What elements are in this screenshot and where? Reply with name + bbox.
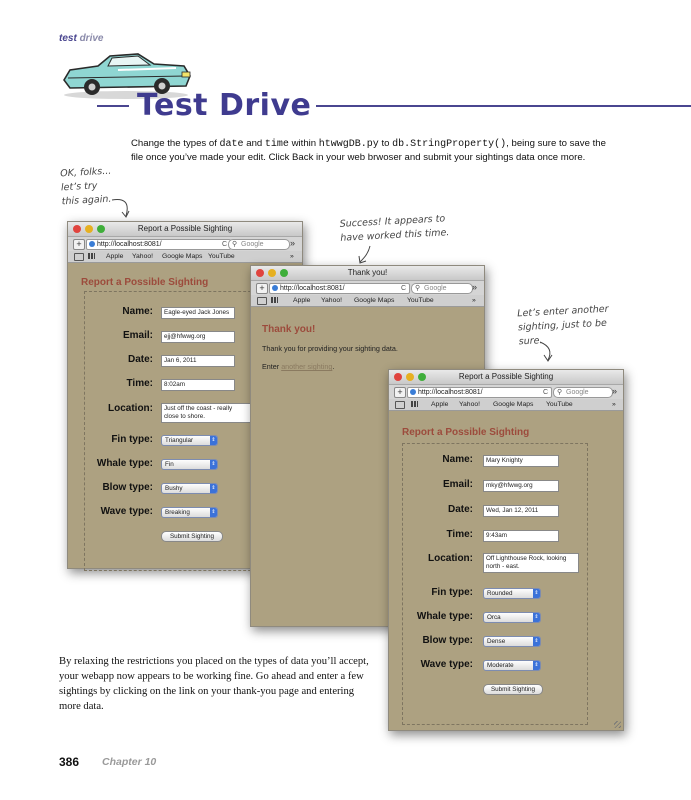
location-textarea[interactable]: Off Lighthouse Rock, looking north - east.	[483, 553, 579, 573]
bookmark-youtube[interactable]: YouTube	[546, 401, 573, 408]
bookmark-youtube[interactable]: YouTube	[407, 297, 434, 304]
bookmarks-bar	[68, 251, 302, 263]
resize-handle[interactable]	[614, 721, 621, 728]
blow-type-value: Bushy	[165, 485, 183, 492]
address-bar[interactable]	[407, 387, 552, 398]
label-time: Time:	[126, 378, 153, 389]
reload-icon[interactable]: C	[221, 241, 227, 248]
wave-type-select[interactable]	[161, 507, 218, 518]
select-arrows-icon: ⇕	[211, 461, 216, 467]
bookmark-apple[interactable]: Apple	[106, 253, 124, 260]
whale-type-select[interactable]	[161, 459, 218, 470]
browser-window-report-2[interactable]	[388, 369, 624, 731]
address-text: http://localhost:8081/	[97, 241, 162, 248]
page-title: Test Drive	[137, 88, 312, 123]
note-right-arrow	[538, 340, 558, 364]
search-input[interactable]	[553, 387, 613, 398]
page-number: 386	[59, 755, 80, 769]
email-input[interactable]: mky@hfwwg.org	[483, 480, 559, 492]
code-prop: db.StringProperty()	[392, 139, 507, 150]
email-input[interactable]: ejj@hfwwg.org	[161, 331, 235, 343]
grid-icon[interactable]	[411, 401, 418, 407]
whale-type-value: Fin	[165, 461, 174, 468]
bookmark-youtube[interactable]: YouTube	[208, 253, 235, 260]
note-middle-line: Success! It appears to	[339, 213, 446, 230]
date-input[interactable]: Wed, Jan 12, 2011	[483, 505, 559, 517]
toolbar-overflow-icon[interactable]: »	[472, 282, 478, 292]
bookmark-apple[interactable]: Apple	[293, 297, 311, 304]
label-date: Date:	[447, 504, 473, 515]
add-bookmark-button[interactable]: +	[394, 387, 406, 398]
whale-type-value: Orca	[487, 614, 501, 621]
enter-text: Enter	[262, 362, 282, 371]
search-placeholder: Google	[241, 241, 264, 248]
label-time: Time:	[446, 529, 473, 540]
code-file: htwwgDB.py	[318, 139, 379, 150]
title-rule-right	[316, 105, 691, 107]
note-left	[60, 165, 113, 210]
thank-you-message: Thank you for providing your sighting data.	[262, 344, 398, 353]
label-wave-type: Wave type:	[100, 506, 153, 517]
globe-icon	[272, 285, 278, 291]
window-titlebar[interactable]	[389, 370, 623, 385]
intro-text-2: and	[243, 138, 265, 149]
submit-sighting-button[interactable]: Submit Sighting	[483, 684, 543, 695]
thank-you-heading: Thank you!	[262, 324, 316, 335]
label-name: Name:	[122, 306, 153, 317]
another-sighting-link[interactable]: another sighting	[281, 362, 333, 371]
time-input[interactable]: 8:02am	[161, 379, 235, 391]
blow-type-select[interactable]	[483, 636, 541, 647]
note-left-line: OK, folks...	[59, 165, 112, 180]
note-right-line: sighting, just to be	[517, 317, 608, 334]
label-fin-type: Fin type:	[111, 434, 153, 445]
note-left-line: let’s try	[60, 180, 98, 194]
select-arrows-icon: ⇕	[534, 638, 539, 644]
globe-icon	[410, 389, 416, 395]
date-input[interactable]: Jan 6, 2011	[161, 355, 235, 367]
select-arrows-icon: ⇕	[534, 662, 539, 668]
name-input[interactable]: Mary Knighty	[483, 455, 559, 467]
select-arrows-icon: ⇕	[211, 437, 216, 443]
wave-type-select[interactable]	[483, 660, 541, 671]
enter-another-line	[262, 362, 334, 371]
reload-icon[interactable]: C	[400, 285, 406, 292]
search-icon: ⚲	[415, 285, 421, 292]
search-placeholder: Google	[424, 285, 447, 292]
search-icon: ⚲	[232, 241, 238, 248]
note-right-line: Let’s enter another	[517, 303, 609, 320]
bookmark-google-maps[interactable]: Google Maps	[162, 253, 203, 260]
fin-type-value: Rounded	[487, 590, 513, 597]
select-arrows-icon: ⇕	[211, 509, 216, 515]
address-text: http://localhost:8081/	[280, 285, 345, 292]
section-tag-sub: drive	[79, 33, 104, 44]
note-right	[517, 303, 610, 350]
book-icon[interactable]	[395, 401, 405, 409]
bookmark-google-maps[interactable]: Google Maps	[493, 401, 534, 408]
title-rule-left	[97, 105, 129, 107]
globe-icon	[89, 241, 95, 247]
label-fin-type: Fin type:	[431, 587, 473, 598]
code-date: date	[219, 139, 244, 150]
toolbar-overflow-icon[interactable]: »	[612, 386, 618, 396]
reload-icon[interactable]: C	[542, 389, 548, 396]
window-title: Report a Possible Sighting	[137, 224, 233, 233]
select-arrows-icon: ⇕	[534, 590, 539, 596]
section-tag-main: test	[59, 33, 77, 44]
select-arrows-icon: ⇕	[534, 614, 539, 620]
search-placeholder: Google	[566, 389, 589, 396]
body-paragraph: By relaxing the restrictions you placed on the types of data you’ll accept, your webapp now appears to be working fine. Go ahead and enter a few sightings by clicking on the link on your thank-you page and entering more data.	[59, 656, 369, 712]
note-middle	[339, 212, 449, 246]
browser-toolbar	[251, 281, 484, 295]
browser-toolbar	[68, 237, 302, 251]
time-input[interactable]: 9:43am	[483, 530, 559, 542]
address-bar[interactable]	[86, 239, 231, 250]
fin-type-select[interactable]	[483, 588, 541, 599]
intro-text-4: to	[378, 138, 393, 149]
intro-text-5: , being sure to save the file once you’ve made your edit. Click Back in your web brwoser and submit your sightings data once more.	[131, 138, 606, 163]
name-input[interactable]: Eagle-eyed Jack Jones	[161, 307, 235, 319]
grid-icon[interactable]	[88, 253, 95, 259]
label-email: Email:	[442, 479, 473, 490]
label-whale-type: Whale type:	[416, 611, 473, 622]
code-time: time	[264, 139, 289, 150]
add-bookmark-button[interactable]: +	[256, 283, 268, 294]
form-heading: Report a Possible Sighting	[81, 277, 209, 288]
note-middle-arrow	[356, 244, 376, 266]
bookmark-apple[interactable]: Apple	[431, 401, 449, 408]
intro-paragraph	[131, 137, 611, 164]
address-bar[interactable]	[269, 283, 410, 294]
window-titlebar[interactable]	[251, 266, 484, 281]
submit-sighting-button[interactable]: Submit Sighting	[161, 531, 223, 542]
bookmark-yahoo[interactable]: Yahoo!	[459, 401, 481, 408]
label-date: Date:	[127, 354, 153, 365]
search-icon: ⚲	[557, 389, 563, 396]
window-title: Thank you!	[347, 268, 388, 277]
section-tag	[59, 33, 103, 44]
bookmarks-bar	[389, 399, 623, 411]
toolbar-overflow-icon[interactable]: »	[290, 238, 296, 248]
select-arrows-icon: ⇕	[211, 485, 216, 491]
bookmarks-bar	[251, 295, 484, 307]
blow-type-select[interactable]	[161, 483, 218, 494]
fin-type-value: Triangular	[165, 437, 194, 444]
search-input[interactable]	[411, 283, 473, 294]
label-location: Location:	[428, 553, 473, 564]
book-icon[interactable]	[257, 297, 267, 305]
note-left-arrow	[110, 196, 136, 220]
note-right-line: sure.	[518, 335, 543, 348]
search-input[interactable]	[228, 239, 290, 250]
form-heading: Report a Possible Sighting	[402, 427, 530, 438]
fin-type-select[interactable]	[161, 435, 218, 446]
chapter-label: Chapter 10	[102, 756, 157, 768]
bookmarks-overflow-icon[interactable]: »	[612, 401, 616, 408]
note-left-line: this again.	[61, 193, 112, 208]
label-location: Location:	[108, 403, 153, 414]
grid-icon[interactable]	[271, 297, 278, 303]
location-textarea[interactable]: Just off the coast - really close to shore.	[161, 403, 251, 423]
blow-type-value: Dense	[487, 638, 506, 645]
label-blow-type: Blow type:	[102, 482, 153, 493]
label-blow-type: Blow type:	[422, 635, 473, 646]
note-middle-line: have worked this time.	[340, 227, 450, 244]
bookmarks-overflow-icon[interactable]: »	[290, 253, 294, 260]
label-whale-type: Whale type:	[96, 458, 153, 469]
wave-type-value: Breaking	[165, 509, 190, 516]
window-title: Report a Possible Sighting	[458, 372, 554, 381]
bookmark-yahoo[interactable]: Yahoo!	[132, 253, 154, 260]
bookmark-google-maps[interactable]: Google Maps	[354, 297, 395, 304]
address-text: http://localhost:8081/	[418, 389, 483, 396]
browser-toolbar	[389, 385, 623, 399]
period-text: .	[332, 362, 335, 371]
intro-text-1: Change the types of	[131, 138, 220, 149]
label-email: Email:	[122, 330, 153, 341]
book-icon[interactable]	[74, 253, 84, 261]
window-titlebar[interactable]	[68, 222, 302, 237]
label-name: Name:	[442, 454, 473, 465]
intro-text-3: within	[288, 138, 319, 149]
bookmarks-overflow-icon[interactable]: »	[472, 297, 476, 304]
add-bookmark-button[interactable]: +	[73, 239, 85, 250]
whale-type-select[interactable]	[483, 612, 541, 623]
wave-type-value: Moderate	[487, 662, 514, 669]
label-wave-type: Wave type:	[420, 659, 473, 670]
bookmark-yahoo[interactable]: Yahoo!	[321, 297, 343, 304]
